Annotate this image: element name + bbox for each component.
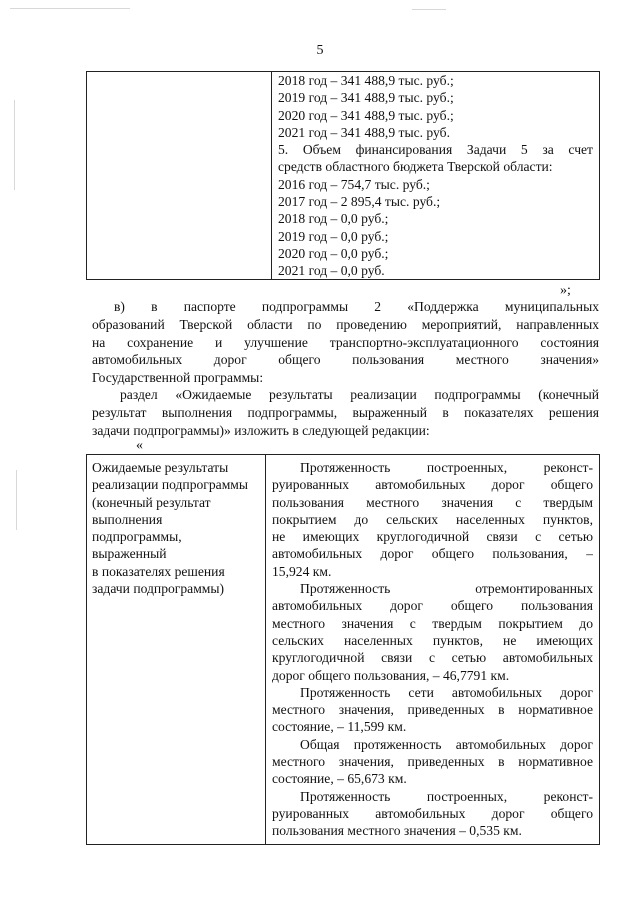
financing-line: 2016 год – 754,7 тыс. руб.; bbox=[278, 176, 430, 192]
financing-line: 2021 год – 341 488,9 тыс. руб. bbox=[278, 124, 450, 140]
result-line: местного значения, приведенных в нормативное bbox=[272, 702, 593, 718]
financing-line: 2020 год – 341 488,9 тыс. руб.; bbox=[278, 107, 454, 123]
paragraph-section bbox=[92, 386, 599, 439]
result-line: дорог общего пользования, – 46,7791 км. bbox=[272, 667, 510, 683]
result-line: Протяженность отремонтированных bbox=[300, 581, 593, 597]
financing-line: 2020 год – 0,0 руб.; bbox=[278, 245, 389, 261]
paragraph-line: результат выполнения подпрограммы, выраженный в показателях решения bbox=[92, 404, 599, 420]
paragraph-line: задачи подпрограммы)» изложить в следующей редакции: bbox=[92, 422, 430, 438]
paragraph-line: образований Тверской области по проведению мероприятий, направленных bbox=[92, 316, 599, 332]
label-line: (конечный результат bbox=[92, 494, 211, 510]
financing-line: средств областного бюджета Тверской области: bbox=[278, 159, 553, 175]
paragraph-line: в) в паспорте подпрограммы 2 «Поддержка муниципальных bbox=[114, 299, 599, 314]
scan-artifact bbox=[14, 100, 15, 190]
results-table-label-cell bbox=[87, 455, 266, 844]
result-line: Протяженность построенных, реконст- bbox=[300, 788, 593, 804]
result-line: руированных автомобильных дорог общего bbox=[272, 477, 593, 493]
financing-table bbox=[86, 71, 600, 280]
result-line: покрытием до сельских населенных пунктов, bbox=[272, 511, 593, 527]
label-line: в показателях решения bbox=[92, 563, 225, 579]
result-line: не имеющих круглогодичной связи с сетью bbox=[272, 529, 593, 545]
result-line: пользования местного значения с твердым bbox=[272, 494, 593, 510]
closing-quote: »; bbox=[560, 283, 571, 298]
result-line: 15,924 км. bbox=[272, 563, 332, 579]
label-line: подпрограммы, bbox=[92, 529, 182, 545]
result-line: автомобильных дорог общего пользования, – bbox=[272, 546, 593, 562]
result-line: пользования местного значения – 0,535 км. bbox=[272, 823, 522, 839]
financing-line: 5. Объем финансирования Задачи 5 за счет bbox=[278, 142, 593, 158]
result-line: круглогодичной связи с сетью автомобильных bbox=[272, 650, 593, 666]
paragraph-line: на сохранение и улучшение транспортно-эксплуатационного состояния bbox=[92, 334, 599, 350]
page-number: 5 bbox=[316, 43, 324, 58]
results-table-value-cell bbox=[266, 455, 599, 844]
financing-line: 2018 год – 341 488,9 тыс. руб.; bbox=[278, 73, 454, 88]
financing-table-right-cell bbox=[272, 72, 599, 279]
result-line: руированных автомобильных дорог общего bbox=[272, 805, 593, 821]
scan-artifact bbox=[412, 9, 446, 10]
paragraph-line: автомобильных дорог общего пользования местного значения» bbox=[92, 352, 599, 368]
financing-line: 2019 год – 341 488,9 тыс. руб.; bbox=[278, 90, 454, 106]
result-line: Общая протяженность автомобильных дорог bbox=[300, 736, 593, 752]
paragraph-line: Государственной программы: bbox=[92, 370, 264, 386]
result-line: автомобильных дорог общего пользования bbox=[272, 598, 593, 614]
paragraph-v bbox=[92, 298, 599, 387]
financing-line: 2021 год – 0,0 руб. bbox=[278, 263, 385, 279]
result-line: состояние, – 11,599 км. bbox=[272, 719, 407, 735]
financing-line: 2019 год – 0,0 руб.; bbox=[278, 228, 389, 244]
result-line: Протяженность построенных, реконст- bbox=[300, 460, 593, 475]
result-line: Протяженность сети автомобильных дорог bbox=[300, 684, 593, 700]
result-line: местного значения, приведенных в нормативное bbox=[272, 754, 593, 770]
label-line: задачи подпрограммы) bbox=[92, 581, 225, 597]
opening-quote: « bbox=[136, 438, 143, 453]
scan-artifact bbox=[10, 8, 130, 9]
result-line: состояние, – 65,673 км. bbox=[272, 771, 407, 787]
label-line: выполнения bbox=[92, 511, 163, 527]
label-line: выраженный bbox=[92, 546, 167, 562]
financing-line: 2018 год – 0,0 руб.; bbox=[278, 211, 389, 227]
paragraph-line: раздел «Ожидаемые результаты реализации подпрограммы (конечный bbox=[120, 387, 599, 402]
scan-artifact bbox=[16, 470, 17, 530]
label-line: Ожидаемые результаты bbox=[92, 460, 229, 475]
result-line: сельских населенных пунктов, не имеющих bbox=[272, 632, 593, 648]
result-line: местного значения с твердым покрытием до bbox=[272, 615, 593, 631]
financing-line: 2017 год – 2 895,4 тыс. руб.; bbox=[278, 194, 441, 210]
results-table bbox=[86, 454, 600, 845]
financing-table-left-cell bbox=[87, 72, 272, 279]
label-line: реализации подпрограммы bbox=[92, 477, 249, 493]
